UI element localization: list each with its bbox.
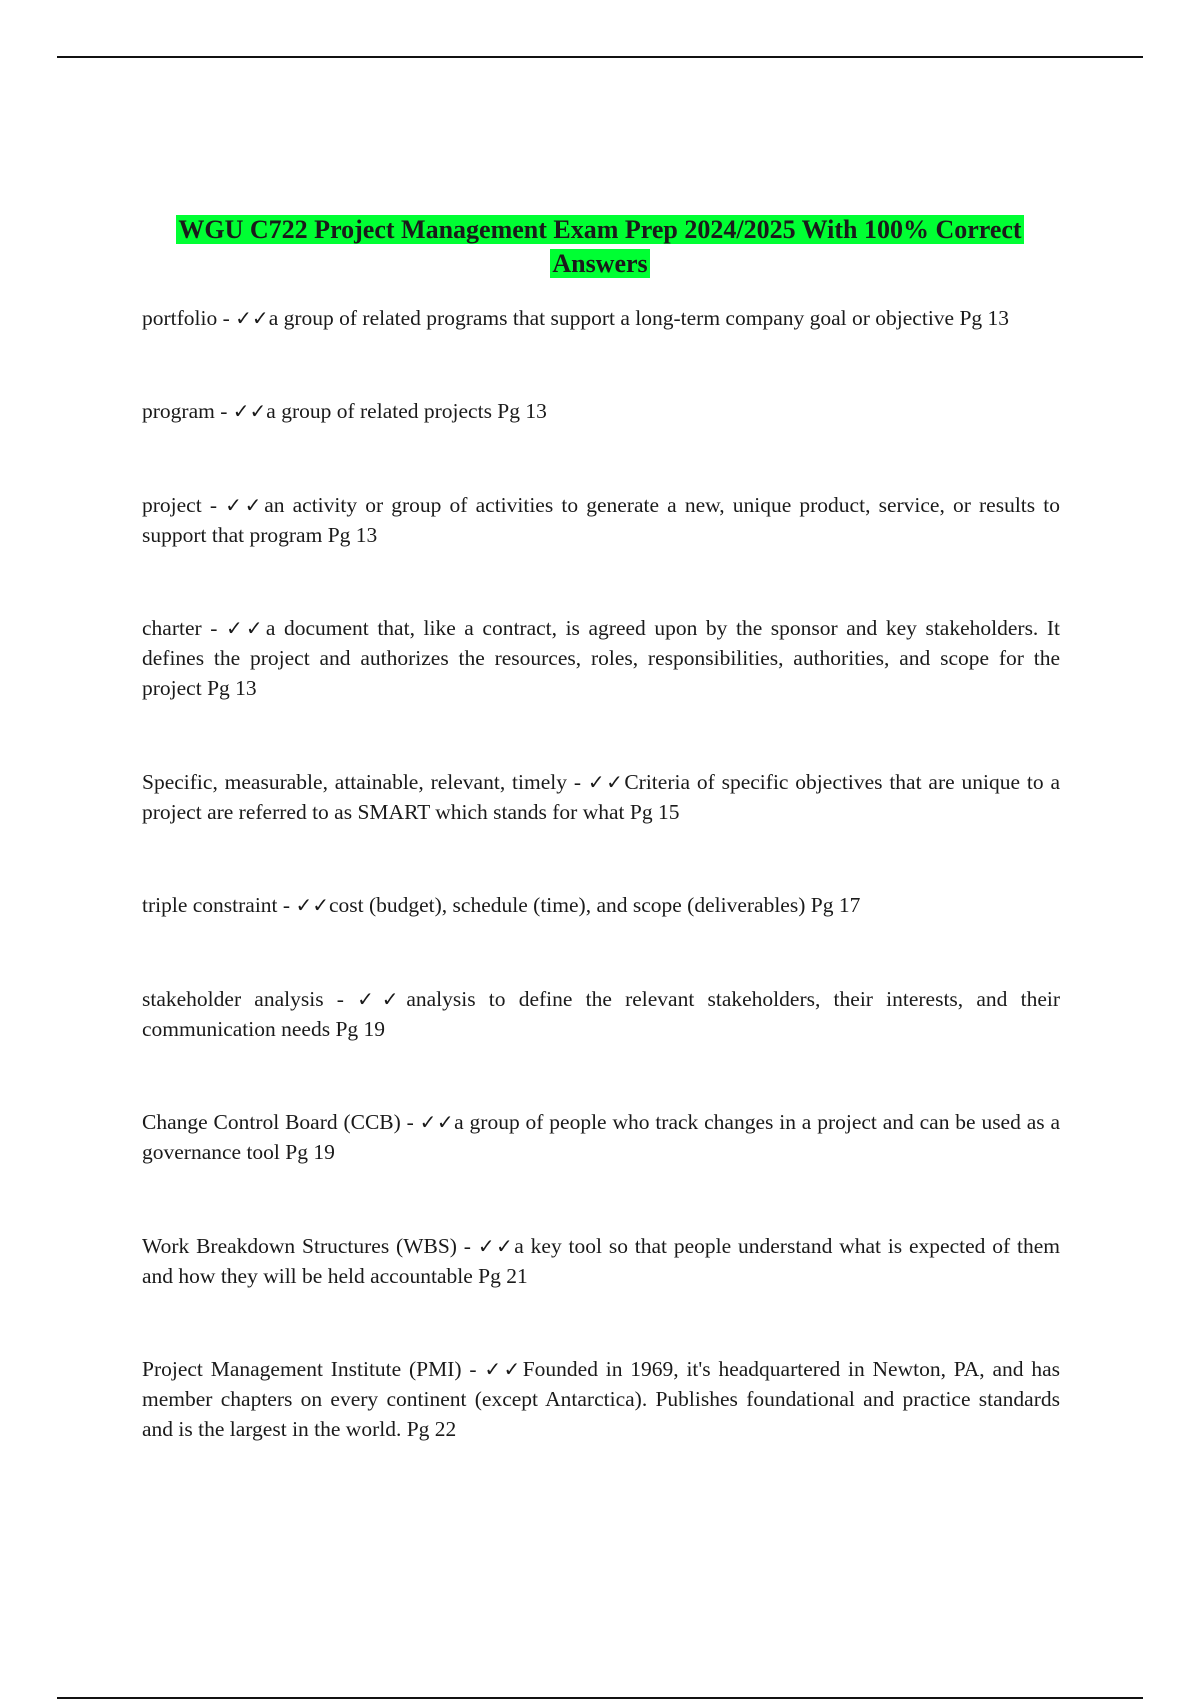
entry-definition: a document that, like a contract, is agreed upon by the sponsor and key stakeholders. It defines the project and authorizes the resources, roles, responsibilities, authorities, and scope for the project Pg 13 <box>142 616 1061 700</box>
bottom-rule <box>57 1697 1143 1699</box>
check-mark-icon: ✓✓ <box>235 306 269 330</box>
check-mark-icon: ✓✓ <box>295 893 329 917</box>
entry-definition: a group of related projects Pg 13 <box>266 399 547 423</box>
flashcard-entry: Specific, measurable, attainable, relevant, timely - ✓✓Criteria of specific objectives that are unique to a project are referred to as SMART which stands for what Pg 15 <box>142 770 1060 824</box>
entry-definition: a key tool so that people understand what is expected of them and how they will be held accountable Pg 21 <box>142 1234 1060 1288</box>
entry-term: stakeholder analysis <box>142 987 324 1011</box>
entry-definition: Founded in 1969, it's headquartered in Newton, PA, and has member chapters on every continent (except Antarctica). Publishes foundational and practice standards and is the largest in the world. Pg 22 <box>142 1357 1060 1441</box>
entry-definition: analysis to define the relevant stakeholders, their interests, and their communication needs Pg 19 <box>142 987 1061 1041</box>
flashcard-entry: Work Breakdown Structures (WBS) - ✓✓a key tool so that people understand what is expected of them and how they will be held accountable Pg 21 <box>142 1234 1060 1288</box>
top-rule <box>57 56 1143 58</box>
check-mark-icon: ✓✓ <box>225 616 266 640</box>
flashcard-entry: portfolio - ✓✓a group of related programs that support a long-term company goal or objective Pg 13 <box>142 306 1010 330</box>
entry-definition: a group of people who track changes in a project and can be used as a governance tool Pg 19 <box>142 1110 1061 1164</box>
entry-term: Change Control Board (CCB) <box>142 1110 401 1134</box>
entry-term: Specific, measurable, attainable, relevant, timely <box>142 770 567 794</box>
check-mark-icon: ✓✓ <box>225 493 265 517</box>
entry-definition: Criteria of specific objectives that are unique to a project are referred to as SMART which stands for what Pg 15 <box>142 770 1060 824</box>
check-mark-icon: ✓✓ <box>587 770 625 794</box>
entry-definition: cost (budget), schedule (time), and scope (deliverables) Pg 17 <box>328 893 861 917</box>
entry-term: Project Management Institute (PMI) <box>142 1357 462 1381</box>
entry-definition: an activity or group of activities to generate a new, unique product, service, or results to support that program Pg 13 <box>142 493 1061 547</box>
flashcard-list <box>142 303 1060 1444</box>
flashcard-entry: Project Management Institute (PMI) - ✓✓Founded in 1969, it's headquartered in Newton, PA, and has member chapters on every continent (except Antarctica). Publishes foundational and practice standards and is the largest in the world. Pg 22 <box>142 1357 1060 1441</box>
document-title <box>140 213 1060 281</box>
flashcard-entry: program - ✓✓a group of related projects Pg 13 <box>142 399 547 423</box>
flashcard-entry: charter - ✓✓a document that, like a contract, is agreed upon by the sponsor and key stakeholders. It defines the project and authorizes the resources, roles, responsibilities, authorities, and scope for the project Pg 13 <box>142 616 1061 700</box>
check-mark-icon: ✓✓ <box>477 1234 515 1258</box>
entry-term: triple constraint <box>142 893 278 917</box>
flashcard-entry: Change Control Board (CCB) - ✓✓a group of people who track changes in a project and can be used as a governance tool Pg 19 <box>142 1110 1061 1164</box>
check-mark-icon: ✓✓ <box>357 987 407 1011</box>
entry-term: portfolio <box>142 306 218 330</box>
entry-term: charter <box>142 616 202 640</box>
entry-definition: a group of related programs that support a long-term company goal or objective Pg 13 <box>268 306 1010 330</box>
document-title-text: WGU C722 Project Management Exam Prep 2024/2025 With 100% Correct Answers <box>178 215 1022 278</box>
check-mark-icon: ✓✓ <box>484 1357 523 1381</box>
flashcard-entry: triple constraint - ✓✓cost (budget), schedule (time), and scope (deliverables) Pg 17 <box>142 893 861 917</box>
entry-term: project <box>142 493 202 517</box>
check-mark-icon: ✓✓ <box>419 1110 455 1134</box>
flashcard-entry: project - ✓✓an activity or group of activities to generate a new, unique product, service, or results to support that program Pg 13 <box>142 493 1061 547</box>
entry-term: Work Breakdown Structures (WBS) <box>142 1234 457 1258</box>
entry-term: program <box>142 399 215 423</box>
check-mark-icon: ✓✓ <box>232 399 267 423</box>
flashcard-entry: stakeholder analysis - ✓✓analysis to define the relevant stakeholders, their interests, and their communication needs Pg 19 <box>142 987 1061 1041</box>
